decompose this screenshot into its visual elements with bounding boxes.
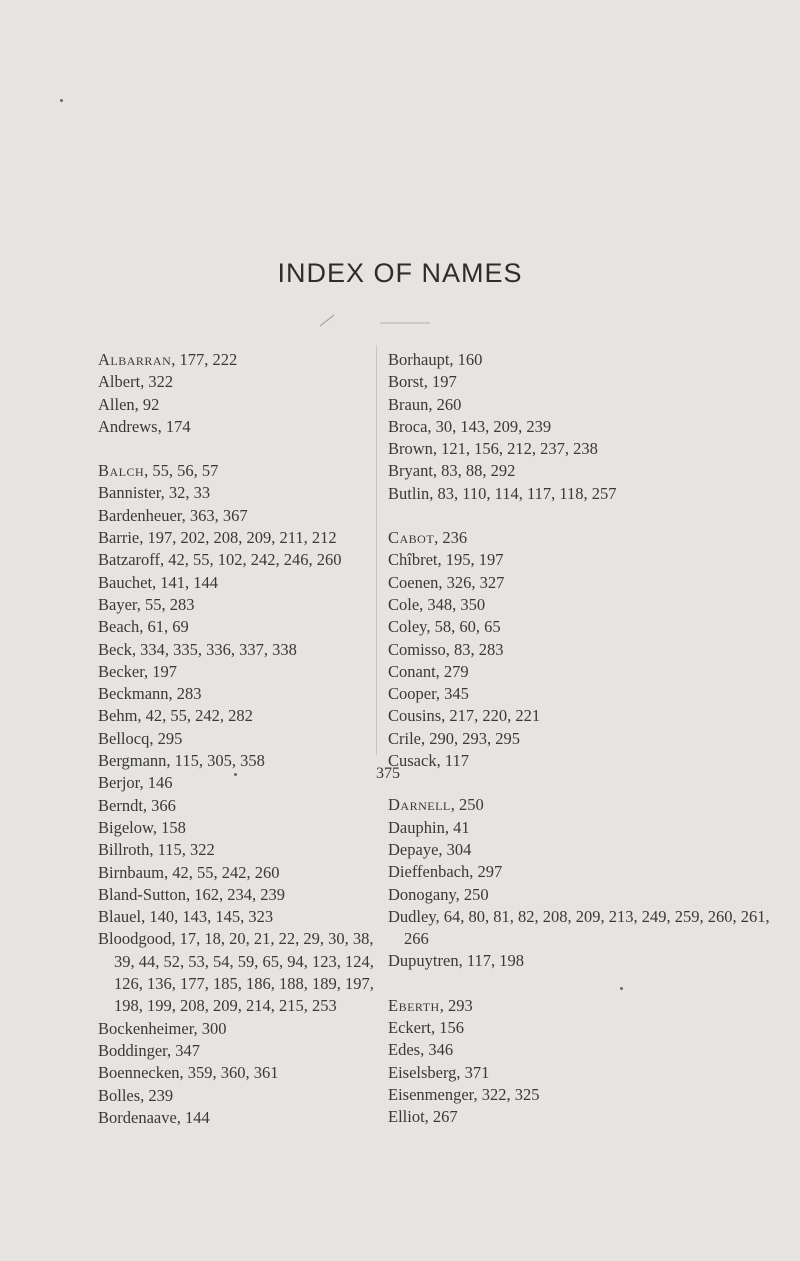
index-entry: Bockenheimer, 300	[98, 1018, 227, 1038]
index-entry: Braun, 260	[388, 394, 462, 414]
index-entry: Dieffenbach, 297	[388, 862, 503, 882]
paper-speck	[620, 987, 623, 990]
index-entry: Borhaupt, 160	[388, 350, 483, 369]
index-column-left	[98, 349, 388, 1129]
index-entry: Behm, 42, 55, 242, 282	[98, 706, 253, 726]
index-entry: Crile, 290, 293, 295	[388, 728, 520, 748]
index-entry: Chîbret, 195, 197	[388, 550, 504, 570]
index-entry: Donogany, 250	[388, 884, 489, 904]
index-entry: Albert, 322	[98, 372, 174, 392]
index-entry: Billroth, 115, 322	[98, 840, 215, 860]
index-entry: Beach, 61, 69	[98, 617, 189, 637]
index-entry: Cousins, 217, 220, 221	[388, 706, 541, 726]
index-entry: Berndt, 366	[98, 795, 176, 815]
index-entry: Cole, 348, 350	[388, 594, 486, 614]
index-entry: Bloodgood, 17, 18, 20, 21, 22, 29, 30, 38, 39, 44, 52, 53, 54, 59, 65, 94, 123, 124, 126, 136, 177, 185, 186, 188, 189, 197, 198, 199, 208, 209, 214, 215, 253	[98, 929, 374, 1016]
index-entry: Andrews, 174	[98, 416, 191, 436]
index-entry: Blauel, 140, 143, 145, 323	[98, 907, 274, 927]
index-entry: Bland-Sutton, 162, 234, 239	[98, 884, 286, 904]
letter-section-gap	[388, 772, 798, 794]
index-entry: Eberth, 293	[388, 995, 473, 1015]
letter-section-gap	[388, 505, 798, 527]
index-entry: Coenen, 326, 327	[388, 572, 505, 592]
index-entry: Beckmann, 283	[98, 684, 202, 704]
index-entry: Bolles, 239	[98, 1085, 174, 1105]
index-entry: Bellocq, 295	[98, 728, 183, 748]
letter-section-gap	[388, 973, 798, 995]
index-entry: Dupuytren, 117, 198	[388, 951, 524, 971]
paper-speck	[60, 99, 63, 102]
index-entry: Albarran, 177, 222	[98, 350, 238, 369]
index-entry: Coley, 58, 60, 65	[388, 617, 501, 637]
index-entry: Bayer, 55, 283	[98, 594, 195, 614]
index-entry: Depaye, 304	[388, 839, 472, 859]
index-entry: Bordenaave, 144	[98, 1107, 210, 1127]
index-entry: Barrie, 197, 202, 208, 209, 211, 212	[98, 528, 337, 548]
index-entry: Bryant, 83, 88, 292	[388, 461, 516, 481]
index-entry: Bardenheuer, 363, 367	[98, 505, 248, 525]
index-entry: Cabot, 236	[388, 528, 468, 548]
index-entry: Batzaroff, 42, 55, 102, 242, 246, 260	[98, 550, 342, 570]
index-entry: Eckert, 156	[388, 1018, 465, 1038]
index-entry: Broca, 30, 143, 209, 239	[388, 416, 552, 436]
index-entry: Brown, 121, 156, 212, 237, 238	[388, 439, 598, 459]
index-entry: Borst, 197	[388, 372, 457, 392]
index-entry: Butlin, 83, 110, 114, 117, 118, 257	[388, 483, 617, 503]
index-entry: Dauphin, 41	[388, 817, 470, 837]
index-entry: Bannister, 32, 33	[98, 483, 211, 503]
index-entry: Becker, 197	[98, 661, 178, 681]
index-entry: Berjor, 146	[98, 773, 173, 793]
letter-section-gap	[98, 438, 388, 460]
index-entry: Eisenmenger, 322, 325	[388, 1084, 540, 1104]
index-entry: Allen, 92	[98, 394, 160, 414]
page-title: INDEX OF NAMES	[277, 258, 523, 288]
index-column-right	[388, 349, 798, 1129]
index-entry: Bauchet, 141, 144	[98, 572, 219, 592]
index-entry: Beck, 334, 335, 336, 337, 338	[98, 639, 297, 659]
title-rule	[320, 311, 470, 329]
index-entry: Edes, 346	[388, 1040, 454, 1060]
index-entry: Darnell, 250	[388, 795, 484, 815]
index-entry: Bigelow, 158	[98, 817, 186, 837]
index-entry: Conant, 279	[388, 661, 469, 681]
index-entry: Eiselsberg, 371	[388, 1062, 490, 1082]
index-entry: Balch, 55, 56, 57	[98, 461, 219, 481]
index-entry: Dudley, 64, 80, 81, 82, 208, 209, 213, 249, 259, 260, 261, 266	[388, 906, 770, 949]
index-entry: Boennecken, 359, 360, 361	[98, 1063, 279, 1083]
index-entry: Bergmann, 115, 305, 358	[98, 751, 265, 771]
page-number: 375	[376, 765, 400, 782]
index-entry: Cooper, 345	[388, 684, 469, 704]
index-entry: Elliot, 267	[388, 1107, 458, 1127]
index-entry: Birnbaum, 42, 55, 242, 260	[98, 862, 280, 882]
index-entry: Cusack, 117	[388, 751, 469, 771]
column-divider	[376, 345, 377, 755]
index-entry: Boddinger, 347	[98, 1040, 200, 1060]
paper-speck	[234, 773, 237, 776]
index-entry: Comisso, 83, 283	[388, 639, 504, 659]
